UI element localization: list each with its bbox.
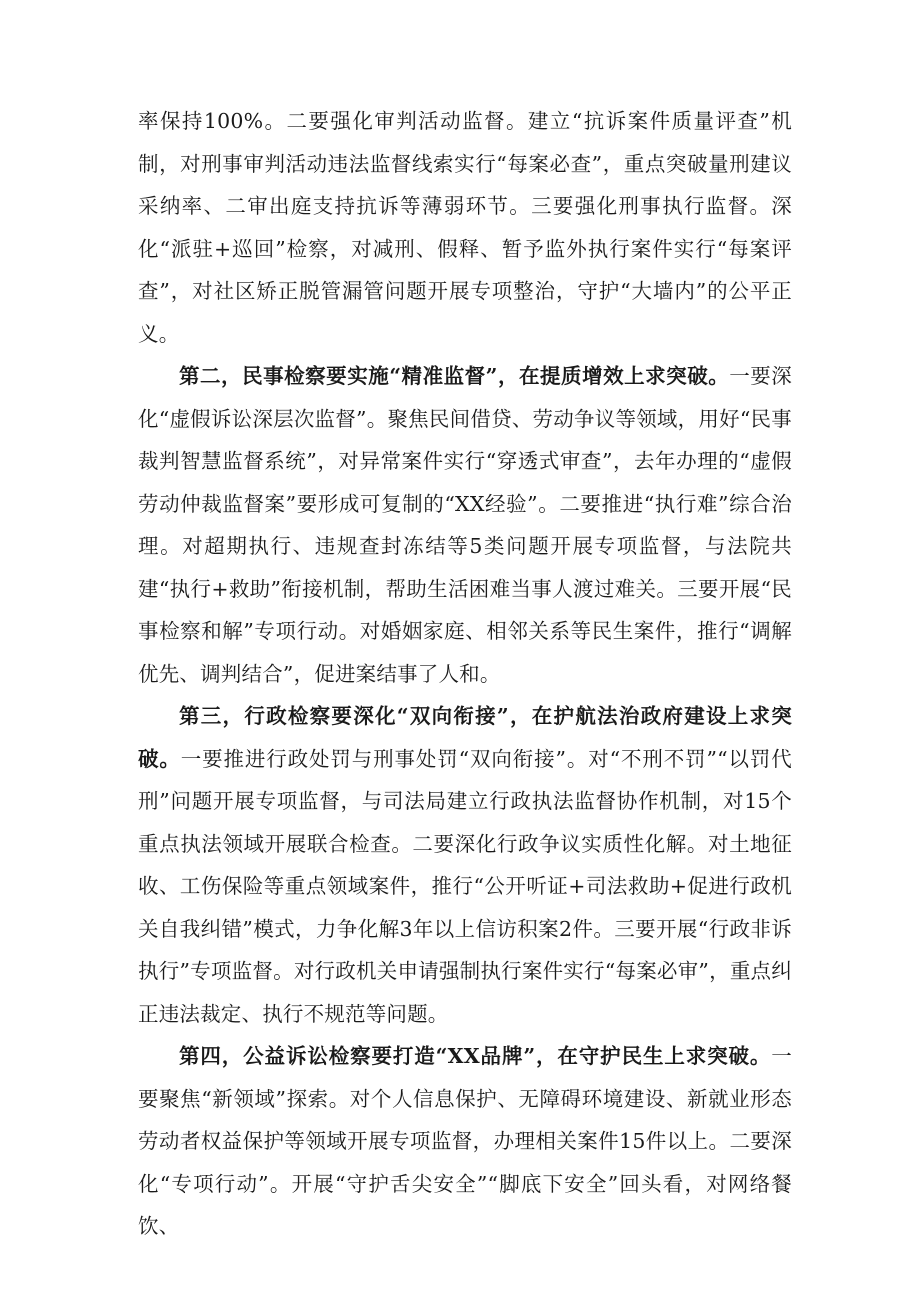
paragraph-heading: 第四，公益诉讼检察要打造“XX品牌”，在守护民生上求突破。 <box>179 1044 772 1068</box>
paragraph-heading: 第三，行政检察要深化“双向衔接”，在护航法治政府建设上求突破。 <box>138 704 792 771</box>
paragraph-administrative-procuratorate <box>138 695 792 1035</box>
paragraph-text: 一要推进行政处罚与刑事处罚“双向衔接”。对“不刑不罚”“以罚代刑”问题开展专项监督，与司法局建立行政执法监督协作机制，对15个重点执法领域开展联合检查。二要深化行政争议实质性化解。对土地征收、工伤保险等重点领域案件，推行“公开听证+司法救助+促进行政机关自我纠错”模式，力争化解3年以上信访积案2件。三要开展“行政非诉执行”专项监督。对行政机关申请强制执行案件实行“每案必审”，重点纠正违法裁定、执行不规范等问题。 <box>138 746 792 1026</box>
paragraph-text: 一要深化“虚假诉讼深层次监督”。聚焦民间借贷、劳动争议等领域，用好“民事裁判智慧监督系统”，对异常案件实行“穿透式审查”，去年办理的“虚假劳动仲裁监督案”要形成可复制的“XX经验”。二要推进“执行难”综合治理。对超期执行、违规查封冻结等5类问题开展专项监督，与法院共建“执行+救助”衔接机制，帮助生活困难当事人渡过难关。三要开展“民事检察和解”专项行动。对婚姻家庭、相邻关系等民生案件，推行“调解优先、调判结合”，促进案结事了人和。 <box>138 364 792 686</box>
paragraph-civil-procuratorate <box>138 355 792 695</box>
paragraph-text: 率保持100%。二要强化审判活动监督。建立“抗诉案件质量评查”机制，对刑事审判活动违法监督线索实行“每案必查”，重点突破量刑建议采纳率、二审出庭支持抗诉等薄弱环节。三要强化刑事执行监督。深化“派驻+巡回”检察，对减刑、假释、暂予监外执行案件实行“每案评查”，对社区矫正脱管漏管问题开展专项整治，守护“大墙内”的公平正义。 <box>138 109 792 346</box>
paragraph-continuation <box>138 100 792 355</box>
document-page <box>138 100 792 1248</box>
paragraph-text: 一要聚焦“新领域”探索。对个人信息保护、无障碍环境建设、新就业形态劳动者权益保护等领域开展专项监督，办理相关案件15件以上。二要深化“专项行动”。开展“守护舌尖安全”“脚底下安全”回头看，对网络餐饮、 <box>138 1044 792 1238</box>
paragraph-public-interest-litigation <box>138 1035 792 1248</box>
paragraph-heading: 第二，民事检察要实施“精准监督”，在提质增效上求突破。 <box>179 364 730 388</box>
